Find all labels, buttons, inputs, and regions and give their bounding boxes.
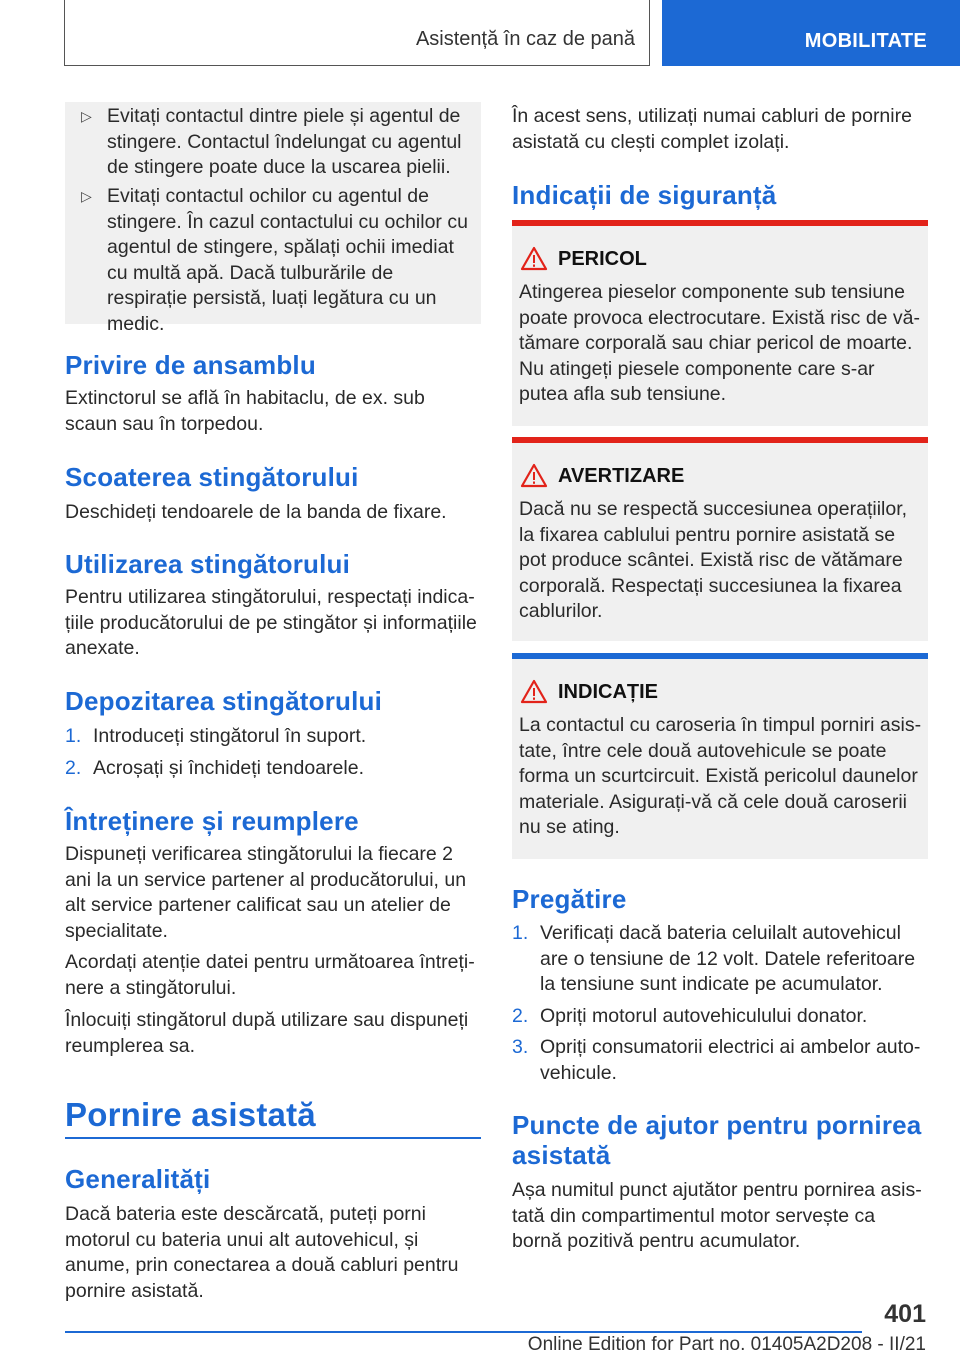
- maintenance-text-3: Înlocuiți stingătorul după utilizare sau dispuneți reumplerea sa.: [65, 1009, 469, 1057]
- triangle-bullet-icon: ▷: [81, 108, 92, 124]
- general-heading: Generalități: [65, 1164, 211, 1194]
- danger-text: Atingerea pieselor componente sub tensiune poate provoca electrocutare. Există risc de vătămare corporală sau chiar pericol de moarte. Nu atingeți piesele componente care s-ar putea afla sub tensiune.: [519, 281, 921, 405]
- notice-triangle-icon: [520, 679, 548, 704]
- header-title-box: [64, 0, 650, 66]
- notice-label: INDICAȚIE: [558, 681, 658, 703]
- notice-text: La contactul cu caroseria în timpul porniri asistate, între cele două autovehicule se poate forma un scurtcircuit. Există pericolul daunelor materiale. Asigurați-vă că cele două caroserii nu se ating.: [519, 714, 922, 838]
- footer-edition: Online Edition for Part no. 01405A2D208 - II/21: [527, 1334, 926, 1355]
- precautions-box: [65, 102, 481, 335]
- use-text: Pentru utilizarea stingătorului, respectați indicațiile producătorului de pe stingător și informațiile anexate.: [65, 586, 477, 659]
- page-number: 401: [884, 1300, 926, 1328]
- danger-bar: [512, 220, 928, 226]
- warning-text: Dacă nu se respectă succesiunea operațiilor, la fixarea cablului pentru pornire asistată se pot produce scântei. Există risc de vătămare corporală. Respectați succesiunea la fixarea cablurilor.: [519, 498, 908, 622]
- safety-heading: Indicații de siguranță: [512, 180, 777, 210]
- section-rule: [65, 1137, 481, 1139]
- remove-text: Deschideți tendoarele de la banda de fixare.: [65, 501, 447, 523]
- list-item: 3. Opriți consumatorii electrici ai ambelor autovehicule.: [512, 1036, 921, 1084]
- list-item: 2. Acroșați și închideți tendoarele.: [65, 757, 364, 779]
- overview-heading: Privire de ansamblu: [65, 350, 316, 380]
- warning-box: [512, 437, 928, 641]
- overview-text: Extinctorul se află în habitaclu, de ex. sub scaun sau în torpedou.: [65, 387, 425, 435]
- preparation-heading: Pregătire: [512, 884, 627, 914]
- list-item: 1. Introduceți stingătorul în suport.: [65, 725, 367, 747]
- warning-label: AVERTIZARE: [558, 465, 685, 487]
- header-section-label: MOBILITATE: [804, 30, 927, 52]
- jump-points-heading: Puncte de ajutor pentru pornirea asistată: [512, 1110, 922, 1170]
- notice-box: [512, 653, 928, 859]
- warning-triangle-icon: [520, 463, 548, 488]
- danger-box: [512, 220, 928, 426]
- jump-points-text: Așa numitul punct ajutător pentru pornirea asistată din compartimentul motor servește ca bornă pozitivă pentru acumulator.: [512, 1179, 922, 1252]
- intro-text: În acest sens, utilizați numai cabluri de pornire asistată cu clești complet izolați.: [512, 105, 912, 153]
- warning-bar: [512, 437, 928, 443]
- use-heading: Utilizarea stingătorului: [65, 549, 351, 579]
- maintenance-text-2: Acordați atenție datei pentru următoarea întreținere a stingătorului.: [65, 951, 475, 999]
- list-item: 2. Opriți motorul autovehiculului donator.: [512, 1005, 868, 1027]
- storage-heading: Depozitarea stingătorului: [65, 686, 383, 716]
- general-text: Dacă bateria este descărcată, puteți porni motorul cu bateria unui alt autovehicul, și anume, prin conectarea a două cabluri pentru pornire asistată.: [65, 1203, 459, 1302]
- remove-heading: Scoaterea stingătorului: [65, 462, 359, 492]
- danger-label: PERICOL: [558, 248, 647, 270]
- header-title: Asistență în caz de pană: [415, 28, 635, 50]
- maintenance-heading: Întreținere și reumplere: [65, 806, 359, 836]
- bullet-item: ▷ Evitați contactul dintre piele și agentul de stingere. Contactul îndelungat cu agentul de stingere poate duce la uscarea pielii.: [81, 105, 462, 178]
- triangle-bullet-icon: ▷: [81, 188, 92, 204]
- maintenance-text-1: Dispuneți verificarea stingătorului la fiecare 2 ani la un service partener al producătorului, un alt service partener calificat sau un atelier de specialitate.: [65, 843, 467, 942]
- warning-triangle-icon: [520, 246, 548, 271]
- footer-rule: [65, 1331, 862, 1333]
- bullet-item: ▷ Evitați contactul ochilor cu agentul de stingere. În cazul contactului cu ochilor cu agentul de stingere, spălați ochii imediat cu multă apă. Dacă tulburările de respirație persistă, luați legătura cu un medic.: [81, 185, 468, 335]
- notice-bar: [512, 653, 928, 659]
- list-item: 1. Verificați dacă bateria celuilalt autovehicul are o tensiune de 12 volt. Datele referitoare la tensiune sunt indicate pe acumulator.: [512, 922, 916, 995]
- jump-start-heading: Pornire asistată: [65, 1096, 316, 1133]
- header-section-tab: [662, 0, 960, 66]
